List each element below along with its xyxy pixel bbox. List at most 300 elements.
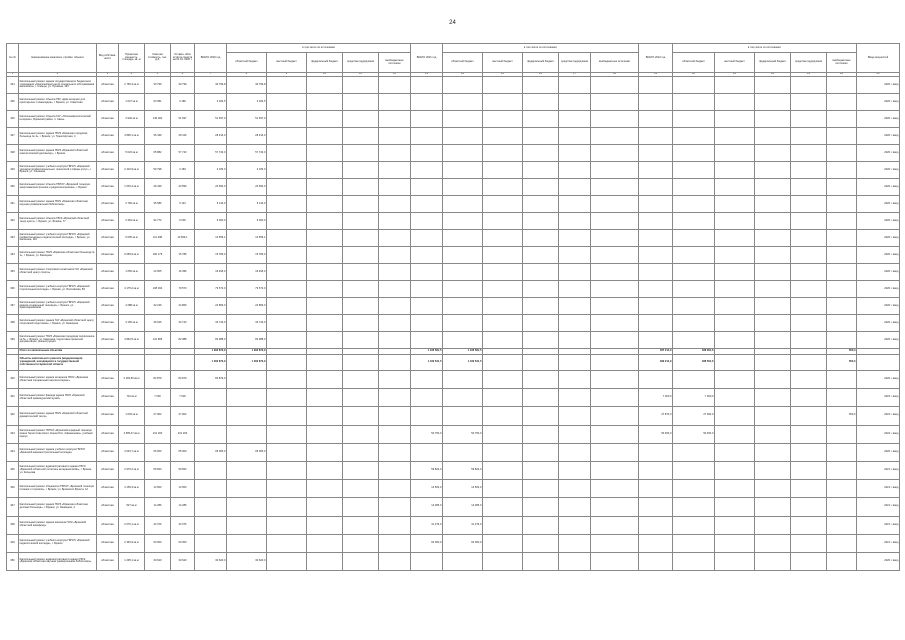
- source-2020: [343, 264, 379, 281]
- total-2021: 59 823,0: [411, 461, 443, 479]
- row-number: 340: [7, 371, 19, 389]
- summary-source-2020: 1 292 873,9: [227, 355, 267, 371]
- row-number: 350: [7, 552, 19, 570]
- total-2020: 3 183,0: [195, 162, 227, 179]
- source-2021: [559, 534, 591, 552]
- source-2021: [523, 213, 559, 230]
- table-row: [7, 230, 900, 247]
- commissioning-term: 2022 г. ввод: [857, 389, 900, 407]
- column-number: 19: [639, 73, 673, 77]
- source-2020: [267, 111, 307, 128]
- total-2020: 30 620,0: [195, 552, 227, 570]
- source-2022: [791, 94, 827, 111]
- remaining-amount: 3 183: [171, 162, 195, 179]
- total-2021: [411, 281, 443, 298]
- source-2020: 30 799,8: [227, 77, 267, 94]
- source-2022: [791, 213, 827, 230]
- source-2022: [715, 281, 755, 298]
- source-2021: [523, 128, 559, 145]
- table-row: [7, 247, 900, 264]
- source-2020: [307, 264, 343, 281]
- source-2020: [379, 77, 411, 94]
- source-2021: [443, 264, 483, 281]
- source-2020: [307, 552, 343, 570]
- estimate: 84 879: [145, 371, 171, 389]
- ownership-type: областная: [97, 443, 119, 461]
- source-2022: [755, 534, 791, 552]
- source-2020: [267, 315, 307, 332]
- source-2021: 14 286,0: [443, 498, 483, 516]
- source-2020: [379, 94, 411, 111]
- table-cell: [119, 355, 145, 371]
- source-2020: 28 416,0: [227, 128, 267, 145]
- source-2022: [827, 94, 857, 111]
- column-number: 15: [483, 73, 523, 77]
- source-2021: [483, 230, 523, 247]
- remaining-amount: 3 186: [171, 94, 195, 111]
- source-2022: [791, 443, 827, 461]
- estimate: 27 902: [145, 407, 171, 425]
- capacity: 527 кв.м: [119, 498, 145, 516]
- object-name: Капитальный ремонт учебного корпуса ГБПОУ «Брянский техникум профессиональных технологий и сферы услуг», г. Брянск, ул. Ульянова: [19, 162, 97, 179]
- source-2022: [673, 461, 715, 479]
- source-2022: 50 450,0: [673, 425, 715, 443]
- commissioning-term: 2020 г. ввод: [857, 315, 900, 332]
- source-2022: [755, 552, 791, 570]
- source-2020: [379, 389, 411, 407]
- source-2021: [591, 534, 639, 552]
- capacity: 5 023 кв.м: [119, 145, 145, 162]
- source-2022: [755, 77, 791, 94]
- source-2020: [343, 332, 379, 349]
- source-2021: [559, 461, 591, 479]
- column-number: 16: [523, 73, 559, 77]
- source-2021: [559, 516, 591, 534]
- table-row: [7, 77, 900, 94]
- object-name: Капитальный ремонт объекта ГБУ «Дом-интернат для престарелых и инвалидов», г. Брянск, ул. Советская: [19, 94, 97, 111]
- source-2021: [591, 128, 639, 145]
- source-2020: [307, 196, 343, 213]
- total-2021: 50 750,0: [411, 425, 443, 443]
- source-2021: [559, 145, 591, 162]
- source-2020: [267, 516, 307, 534]
- row-number: 343: [7, 425, 19, 443]
- source-2020: [227, 425, 267, 443]
- row-number: 332: [7, 213, 19, 230]
- total-2022: [639, 162, 673, 179]
- total-2020: 24 869,0: [195, 298, 227, 315]
- object-name: Капитальный ремонт объекта ГАУ «Психоневрологический интернат», Брянский район, п. Свень: [19, 111, 97, 128]
- source-2021: [559, 407, 591, 425]
- total-2022: [639, 111, 673, 128]
- source-2021: [559, 94, 591, 111]
- source-2022: [673, 443, 715, 461]
- total-2021: [411, 111, 443, 128]
- source-2021: [523, 498, 559, 516]
- ownership-type: областная: [97, 461, 119, 479]
- source-2021: [559, 196, 591, 213]
- source-2020: [307, 461, 343, 479]
- total-2021: [411, 298, 443, 315]
- source-2021: [443, 281, 483, 298]
- source-2020: [379, 196, 411, 213]
- source-2021: [523, 407, 559, 425]
- remaining-amount: 30 799: [171, 77, 195, 94]
- source-2022: [791, 534, 827, 552]
- source-2021: [483, 128, 523, 145]
- table-row: [7, 179, 900, 196]
- table-row: [7, 213, 900, 230]
- source-2021: [559, 281, 591, 298]
- row-number: 330: [7, 179, 19, 196]
- source-2020: 20 590,0: [227, 179, 267, 196]
- estimate: 35 686: [145, 196, 171, 213]
- source-2022: [715, 332, 755, 349]
- source-2021: [591, 332, 639, 349]
- object-name: Капитальный ремонт здания ГБУЗ «Брянская областная детская больница», г. Брянск, ул. Бежицкая, 2: [19, 498, 97, 516]
- source-2022: [827, 247, 857, 264]
- source-2020: [307, 443, 343, 461]
- source-2021: [591, 298, 639, 315]
- source-2022: [827, 425, 857, 443]
- source-2020: [379, 534, 411, 552]
- capacity: 2 595,47 кв.м: [119, 425, 145, 443]
- source-2022: [791, 332, 827, 349]
- source-2021: [523, 552, 559, 570]
- total-2020: 57 743,0: [195, 145, 227, 162]
- table-cell: [755, 355, 791, 371]
- capacity: 1 647 кв.м: [119, 94, 145, 111]
- table-cell: [559, 355, 591, 371]
- source-2021: [443, 407, 483, 425]
- source-2021: [443, 196, 483, 213]
- source-2020: [307, 389, 343, 407]
- table-row: [7, 298, 900, 315]
- column-number: 7: [195, 73, 227, 77]
- object-name: Капитальный ремонт здания интерната ГБОУ «Брянская областная специальная школа-интернат»: [19, 371, 97, 389]
- summary-label: Объекты капитального ремонта (модернизации) учреждений, находящихся в государственной собственности Брянской области: [19, 355, 97, 371]
- source-2020: [267, 230, 307, 247]
- source-2021: [559, 332, 591, 349]
- object-name: Капитальный ремонт спортивного комплекса ГАУ «Брянский областной центр спорта»: [19, 264, 97, 281]
- source-2022: [791, 315, 827, 332]
- source-2022: [827, 498, 857, 516]
- total-2022: [639, 179, 673, 196]
- total-2022: [639, 298, 673, 315]
- commissioning-term: 2021 г. ввод: [857, 480, 900, 498]
- source-2022: [673, 162, 715, 179]
- source-2022: [715, 298, 755, 315]
- source-2021: 50 750,0: [443, 425, 483, 443]
- column-number: 5: [145, 73, 171, 77]
- row-number: 344: [7, 443, 19, 461]
- object-name: Капитальный ремонт учебного корпуса ГБПОУ «Брянский медико-социальный техникум», г. Брянск, ул. Красноармейская: [19, 298, 97, 315]
- commissioning-term: 2020 г. ввод: [857, 443, 900, 461]
- object-name: Капитальный ремонт здания ГБУК «Брянская областная научная универсальная библиотека»: [19, 196, 97, 213]
- source-2021: [483, 332, 523, 349]
- total-2020: [195, 461, 227, 479]
- table-cell: [7, 355, 19, 371]
- source-2020: [379, 111, 411, 128]
- source-2022: 650,0: [827, 407, 857, 425]
- header-src: местный бюджет: [483, 53, 523, 73]
- commissioning-term: 2020 г. ввод: [857, 264, 900, 281]
- commissioning-term: 2021 г. ввод: [857, 461, 900, 479]
- column-number: 12: [379, 73, 411, 77]
- ownership-type: областная: [97, 230, 119, 247]
- source-2021: [591, 407, 639, 425]
- total-2021: 41 376,0: [411, 516, 443, 534]
- ownership-type: областная: [97, 94, 119, 111]
- total-2022: [639, 281, 673, 298]
- source-2022: [827, 196, 857, 213]
- source-2022: [827, 461, 857, 479]
- source-2020: [343, 315, 379, 332]
- ownership-type: областная: [97, 179, 119, 196]
- total-2022: [639, 94, 673, 111]
- source-2020: [379, 552, 411, 570]
- source-2020: 24 869,0: [227, 298, 267, 315]
- object-name: Капитальный ремонт учебного корпуса ГБПОУ «Брянский профессионально-педагогический колледж», г. Брянск, ул. Калинина, 110: [19, 230, 97, 247]
- column-number: 3: [97, 73, 119, 77]
- capacity: 4 288 кв.м: [119, 298, 145, 315]
- estimate: 36 026: [145, 315, 171, 332]
- column-number: 23: [791, 73, 827, 77]
- total-2022: [639, 332, 673, 349]
- source-2021: [591, 498, 639, 516]
- object-name: Капитальный ремонт ГБУЗ «Брянская областная больница № 1», г. Брянск, ул. Бежицкая: [19, 247, 97, 264]
- estimate: 65 000: [145, 443, 171, 461]
- source-2022: [673, 179, 715, 196]
- row-number: 346: [7, 480, 19, 498]
- source-2020: [307, 332, 343, 349]
- row-number: 348: [7, 516, 19, 534]
- source-2022: [755, 230, 791, 247]
- source-2021: [483, 145, 523, 162]
- source-2021: [483, 298, 523, 315]
- row-number: 333: [7, 230, 19, 247]
- column-number: 1: [7, 73, 19, 77]
- source-2021: [559, 389, 591, 407]
- source-2021: [591, 371, 639, 389]
- remaining-amount: 10 659,1: [171, 230, 195, 247]
- table-row: [7, 534, 900, 552]
- source-2021: [443, 315, 483, 332]
- remaining-amount: 6 000: [171, 213, 195, 230]
- column-number: 4: [119, 73, 145, 77]
- source-2021: [559, 162, 591, 179]
- source-2022: [827, 480, 857, 498]
- source-2020: 6 000,0: [227, 213, 267, 230]
- source-2022: [715, 461, 755, 479]
- source-2021: [559, 371, 591, 389]
- table-cell: [715, 355, 755, 371]
- capacity: 1 295,1 кв.м: [119, 552, 145, 570]
- total-2020: [195, 480, 227, 498]
- commissioning-term: 2021 г. ввод: [857, 534, 900, 552]
- capacity: 2 940 кв.м: [119, 111, 145, 128]
- source-2021: [559, 315, 591, 332]
- source-2022: [715, 196, 755, 213]
- source-2020: [227, 516, 267, 534]
- row-number: 329: [7, 162, 19, 179]
- source-2022: [673, 128, 715, 145]
- source-2021: [559, 230, 591, 247]
- source-2021: [523, 315, 559, 332]
- source-2022: [673, 298, 715, 315]
- source-2022: [755, 315, 791, 332]
- source-2022: [673, 213, 715, 230]
- table-cell: [97, 355, 119, 371]
- source-2020: 82 988,0: [227, 332, 267, 349]
- source-2021: [559, 425, 591, 443]
- source-2022: [755, 425, 791, 443]
- source-2020: [307, 247, 343, 264]
- total-2020: [195, 389, 227, 407]
- row-number: 328: [7, 145, 19, 162]
- source-2020: [343, 196, 379, 213]
- header-remaining: Оставш- ийся остаток средств на 01.01. 2020 г.: [171, 44, 195, 73]
- total-2022: [639, 498, 673, 516]
- source-2022: [827, 389, 857, 407]
- capacity: 2 345,9 кв.м: [119, 534, 145, 552]
- source-2021: [483, 534, 523, 552]
- source-2022: [827, 534, 857, 552]
- source-2022: [791, 162, 827, 179]
- source-2020: [267, 552, 307, 570]
- source-2020: [379, 443, 411, 461]
- total-2022: [639, 77, 673, 94]
- source-2020: [307, 298, 343, 315]
- total-2020: 65 000,0: [195, 443, 227, 461]
- estimate: 59 798: [145, 162, 171, 179]
- remaining-amount: 5 143: [171, 196, 195, 213]
- source-2021: [559, 552, 591, 570]
- source-2021: [523, 298, 559, 315]
- column-number: 9: [267, 73, 307, 77]
- remaining-amount: 65 000: [171, 443, 195, 461]
- source-2022: [827, 111, 857, 128]
- ownership-type: областная: [97, 77, 119, 94]
- total-2022: [639, 315, 673, 332]
- estimate: 43 376: [145, 516, 171, 534]
- header-src: средства подрядчиков: [559, 53, 591, 73]
- table-row: [7, 111, 900, 128]
- source-2020: 16 495,0: [227, 264, 267, 281]
- source-2021: [443, 332, 483, 349]
- remaining-amount: 59 823: [171, 461, 195, 479]
- source-2022: [715, 94, 755, 111]
- estimate: 160 179: [145, 247, 171, 264]
- total-2022: [639, 480, 673, 498]
- total-2020: 30 799,8: [195, 77, 227, 94]
- source-2020: [379, 162, 411, 179]
- source-2020: [343, 281, 379, 298]
- commissioning-term: 2020 г. ввод: [857, 332, 900, 349]
- column-number: 2: [19, 73, 97, 77]
- source-2022: [791, 247, 827, 264]
- source-2021: [559, 247, 591, 264]
- source-2020: [307, 111, 343, 128]
- source-2022: [791, 498, 827, 516]
- source-2022: [755, 179, 791, 196]
- source-2020: [343, 162, 379, 179]
- source-2022: [673, 516, 715, 534]
- source-2020: [307, 407, 343, 425]
- source-2021: [559, 128, 591, 145]
- source-2022: [673, 145, 715, 162]
- source-2020: [379, 407, 411, 425]
- source-2022: [755, 498, 791, 516]
- source-2020: [267, 461, 307, 479]
- estimate: 30 620: [145, 552, 171, 570]
- header-type: Вид собствен- ности: [97, 44, 119, 73]
- total-2020: 3 184,5: [195, 94, 227, 111]
- table-row: [7, 552, 900, 570]
- table-row: [7, 389, 900, 407]
- header-src: федеральный бюджет: [523, 53, 559, 73]
- source-2022: [791, 230, 827, 247]
- table-row: [7, 498, 900, 516]
- capacity: 2 976,2 кв.м: [119, 461, 145, 479]
- source-2021: [559, 179, 591, 196]
- total-2022: [639, 264, 673, 281]
- object-name: Капитальный ремонт административного здания ГБУК «Брянская областная научная универсальная библиотека»: [19, 552, 97, 570]
- source-2021: [591, 264, 639, 281]
- estimate: 65 882: [145, 145, 171, 162]
- source-2022: [673, 77, 715, 94]
- object-name: Капитальный ремонт учебного корпуса ГБПОУ «Брянский педагогический колледж», г. Брянск: [19, 534, 97, 552]
- header-src: местный бюджет: [267, 53, 307, 73]
- source-2021: [591, 213, 639, 230]
- source-2022: [791, 128, 827, 145]
- commissioning-term: 2020 г. ввод: [857, 247, 900, 264]
- total-2022: 50 450,0: [639, 425, 673, 443]
- ownership-type: областная: [97, 315, 119, 332]
- source-2022: [791, 389, 827, 407]
- estimate: 14 286: [145, 498, 171, 516]
- total-2021: [411, 179, 443, 196]
- source-2022: [715, 162, 755, 179]
- source-2021: [483, 371, 523, 389]
- source-2022: [755, 443, 791, 461]
- source-2022: [827, 213, 857, 230]
- source-2021: [523, 516, 559, 534]
- source-2021: [523, 264, 559, 281]
- source-2021: [443, 77, 483, 94]
- estimate: 7 000: [145, 389, 171, 407]
- object-name: Капитальный ремонт здания государственного бюджетного учреждения «Комплексный центр социального обслуживания населения», г. Клинцы, ул. Пушкина, 133: [19, 77, 97, 94]
- column-number: 8: [227, 73, 267, 77]
- ownership-type: областная: [97, 264, 119, 281]
- source-2022: [791, 77, 827, 94]
- source-2022: [755, 407, 791, 425]
- remaining-amount: 20 590: [171, 179, 195, 196]
- source-2022: [827, 371, 857, 389]
- source-2022: [673, 315, 715, 332]
- capacity: 2 760 кв.м: [119, 196, 145, 213]
- commissioning-term: 2020 г. ввод: [857, 111, 900, 128]
- source-2020: 34 743,0: [227, 315, 267, 332]
- source-2022: [673, 332, 715, 349]
- table-row: [7, 425, 900, 443]
- row-number: 342: [7, 407, 19, 425]
- source-2020: 3 183,0: [227, 162, 267, 179]
- source-2020: [267, 332, 307, 349]
- source-2020: [267, 498, 307, 516]
- row-number: 338: [7, 315, 19, 332]
- commissioning-term: 2020 г. ввод: [857, 94, 900, 111]
